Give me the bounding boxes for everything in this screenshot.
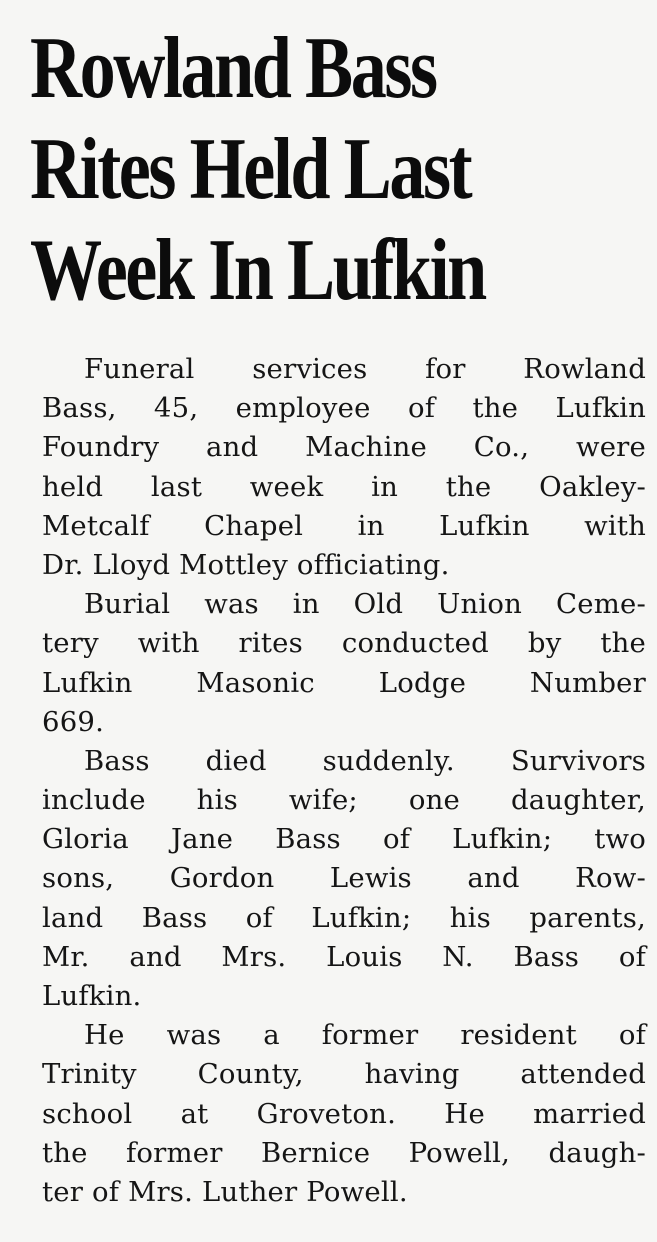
- body-line: the former Bernice Powell, daugh-: [42, 1136, 646, 1169]
- body-line: include his wife; one daughter,: [42, 784, 646, 817]
- body-line: Dr. Lloyd Mottley officiating.: [42, 548, 450, 581]
- body-line: Funeral services for Rowland: [84, 353, 646, 385]
- article-body: [42, 350, 646, 1212]
- body-line: school at Groveton. He married: [42, 1097, 646, 1130]
- body-line: sons, Gordon Lewis and Row-: [42, 862, 646, 895]
- body-line: Lufkin Masonic Lodge Number: [42, 666, 646, 699]
- paragraph-funeral: [42, 350, 646, 585]
- paragraph-survivors: [42, 742, 646, 1016]
- body-line: Bass, 45, employee of the Lufkin: [42, 392, 646, 425]
- body-line: Bass died suddenly. Survivors: [84, 744, 646, 777]
- body-line: ter of Mrs. Luther Powell.: [42, 1175, 408, 1208]
- paragraph-residence: [42, 1016, 646, 1212]
- body-line: Gloria Jane Bass of Lufkin; two: [42, 823, 646, 856]
- body-line: Lufkin.: [42, 980, 142, 1012]
- body-line: Mr. and Mrs. Louis N. Bass of: [42, 940, 646, 973]
- body-line: He was a former resident of: [84, 1019, 646, 1052]
- paragraph-burial: [42, 585, 646, 742]
- body-line: Metcalf Chapel in Lufkin with: [42, 509, 646, 542]
- headline-line-1: Rowland Bass: [30, 20, 436, 117]
- body-line: held last week in the Oakley-: [42, 470, 646, 503]
- headline: [30, 18, 530, 321]
- headline-line-3: Week In Lufkin: [30, 222, 485, 319]
- body-line: Foundry and Machine Co., were: [42, 431, 646, 464]
- headline-line-2: Rites Held Last: [30, 121, 471, 218]
- body-line: Trinity County, having attended: [42, 1058, 646, 1091]
- body-line: Burial was in Old Union Ceme-: [84, 588, 646, 621]
- body-line: land Bass of Lufkin; his parents,: [42, 901, 646, 934]
- body-line: 669.: [42, 705, 105, 738]
- body-line: tery with rites conducted by the: [42, 627, 646, 660]
